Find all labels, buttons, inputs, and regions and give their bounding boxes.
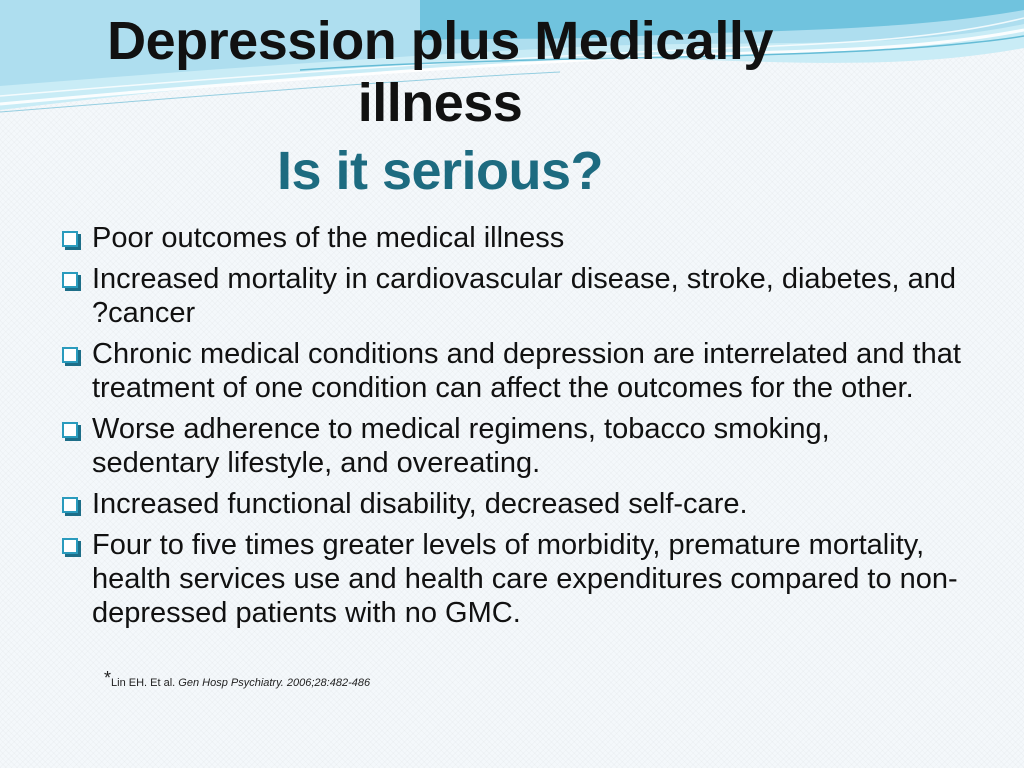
citation-journal: Gen Hosp Psychiatry. 2006;28:482-486 <box>178 677 371 689</box>
bullet-text: Increased mortality in cardiovascular disease, stroke, diabetes, and ?cancer <box>92 263 956 329</box>
bullet-item <box>62 221 962 255</box>
citation-marker: * <box>104 668 112 688</box>
slide-subtitle: Is it serious? <box>276 141 604 201</box>
hollow-square-bullet-icon <box>62 497 78 513</box>
bullet-item <box>62 487 962 521</box>
bullet-text: Increased functional disability, decreased self-care. <box>92 488 748 520</box>
title-line-2: illness <box>357 73 523 133</box>
bullet-text: Chronic medical conditions and depression are interrelated and that treatment of one condition can affect the outcomes for the other. <box>92 338 961 404</box>
hollow-square-bullet-icon <box>62 347 78 363</box>
bullet-text: Worse adherence to medical regimens, tobacco smoking, sedentary lifestyle, and overeating. <box>92 413 830 479</box>
hollow-square-bullet-icon <box>62 422 78 438</box>
citation <box>104 668 370 689</box>
hollow-square-bullet-icon <box>62 538 78 554</box>
slide-title <box>0 10 880 202</box>
hollow-square-bullet-icon <box>62 231 78 247</box>
bullet-list <box>62 221 962 637</box>
bullet-item <box>62 337 962 405</box>
citation-authors: Lin EH. Et al. <box>111 677 176 689</box>
bullet-item <box>62 262 962 330</box>
bullet-item <box>62 528 962 630</box>
title-line-1: Depression plus Medically <box>107 11 773 71</box>
bullet-text: Four to five times greater levels of morbidity, premature mortality, health services use and health care expenditures compared to non- depressed patients with no GMC. <box>92 529 958 629</box>
bullet-item <box>62 412 962 480</box>
hollow-square-bullet-icon <box>62 272 78 288</box>
bullet-text: Poor outcomes of the medical illness <box>92 222 565 254</box>
